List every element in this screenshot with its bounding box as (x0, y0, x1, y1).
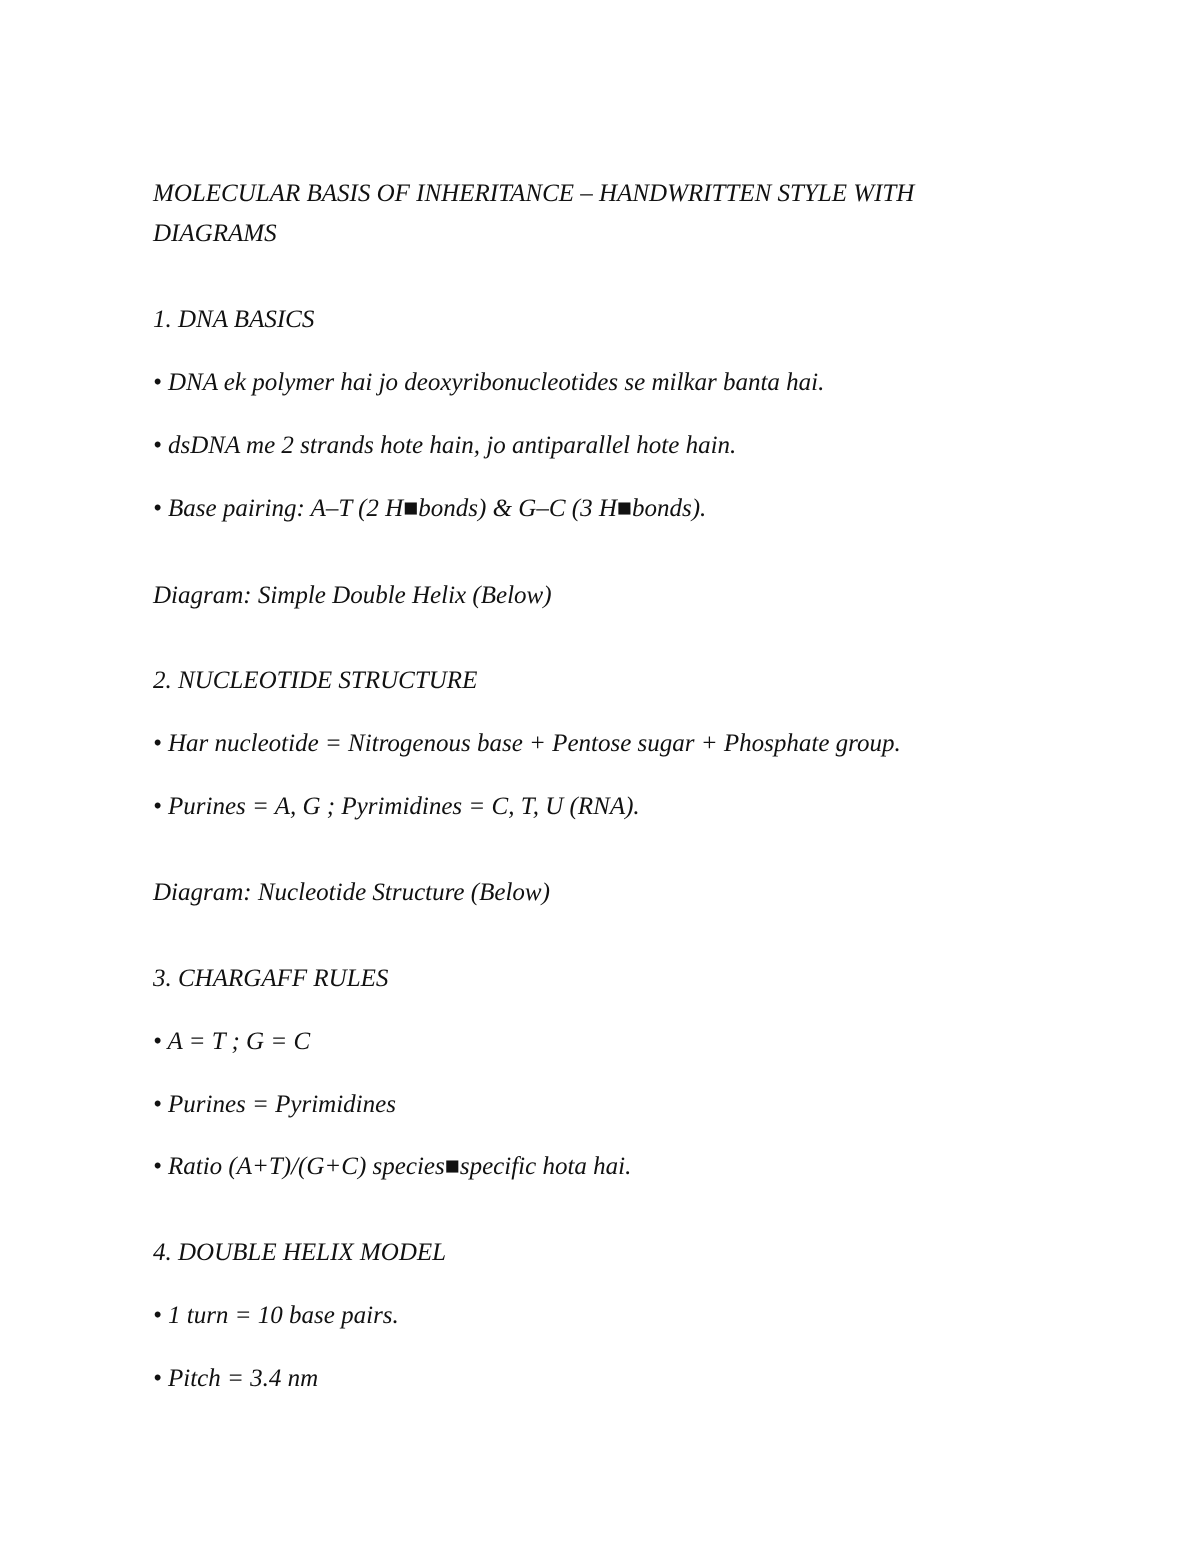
section-heading-dna-basics: 1. DNA BASICS (153, 306, 315, 333)
bullet-at-gc-equality: • A = T ; G = C (153, 1028, 311, 1055)
diagram-note-nucleotide: Diagram: Nucleotide Structure (Below) (153, 879, 550, 906)
bullet-nucleotide-composition: • Har nucleotide = Nitrogenous base + Pentose sugar + Phosphate group. (153, 730, 901, 757)
bullet-purines-pyrimidines: • Purines = A, G ; Pyrimidines = C, T, U (RNA). (153, 793, 640, 820)
section-heading-double-helix-model: 4. DOUBLE HELIX MODEL (153, 1239, 447, 1266)
bullet-ratio-species-specific: • Ratio (A+T)/(G+C) species■specific hota hai. (153, 1153, 632, 1180)
document-title: MOLECULAR BASIS OF INHERITANCE – HANDWRITTEN STYLE WITH DIAGRAMS (153, 180, 915, 247)
bullet-base-pairing: • Base pairing: A–T (2 H■bonds) & G–C (3 H■bonds). (153, 495, 707, 522)
bullet-turn-base-pairs: • 1 turn = 10 base pairs. (153, 1302, 399, 1329)
bullet-purines-equal-pyrimidines: • Purines = Pyrimidines (153, 1091, 396, 1118)
bullet-pitch: • Pitch = 3.4 nm (153, 1365, 319, 1392)
section-heading-nucleotide-structure: 2. NUCLEOTIDE STRUCTURE (153, 667, 478, 694)
section-heading-chargaff-rules: 3. CHARGAFF RULES (153, 965, 389, 992)
bullet-dna-polymer: • DNA ek polymer hai jo deoxyribonucleotides se milkar banta hai. (153, 369, 825, 396)
diagram-note-double-helix: Diagram: Simple Double Helix (Below) (153, 582, 552, 609)
bullet-dsdna-strands: • dsDNA me 2 strands hote hain, jo antiparallel hote hain. (153, 432, 737, 459)
